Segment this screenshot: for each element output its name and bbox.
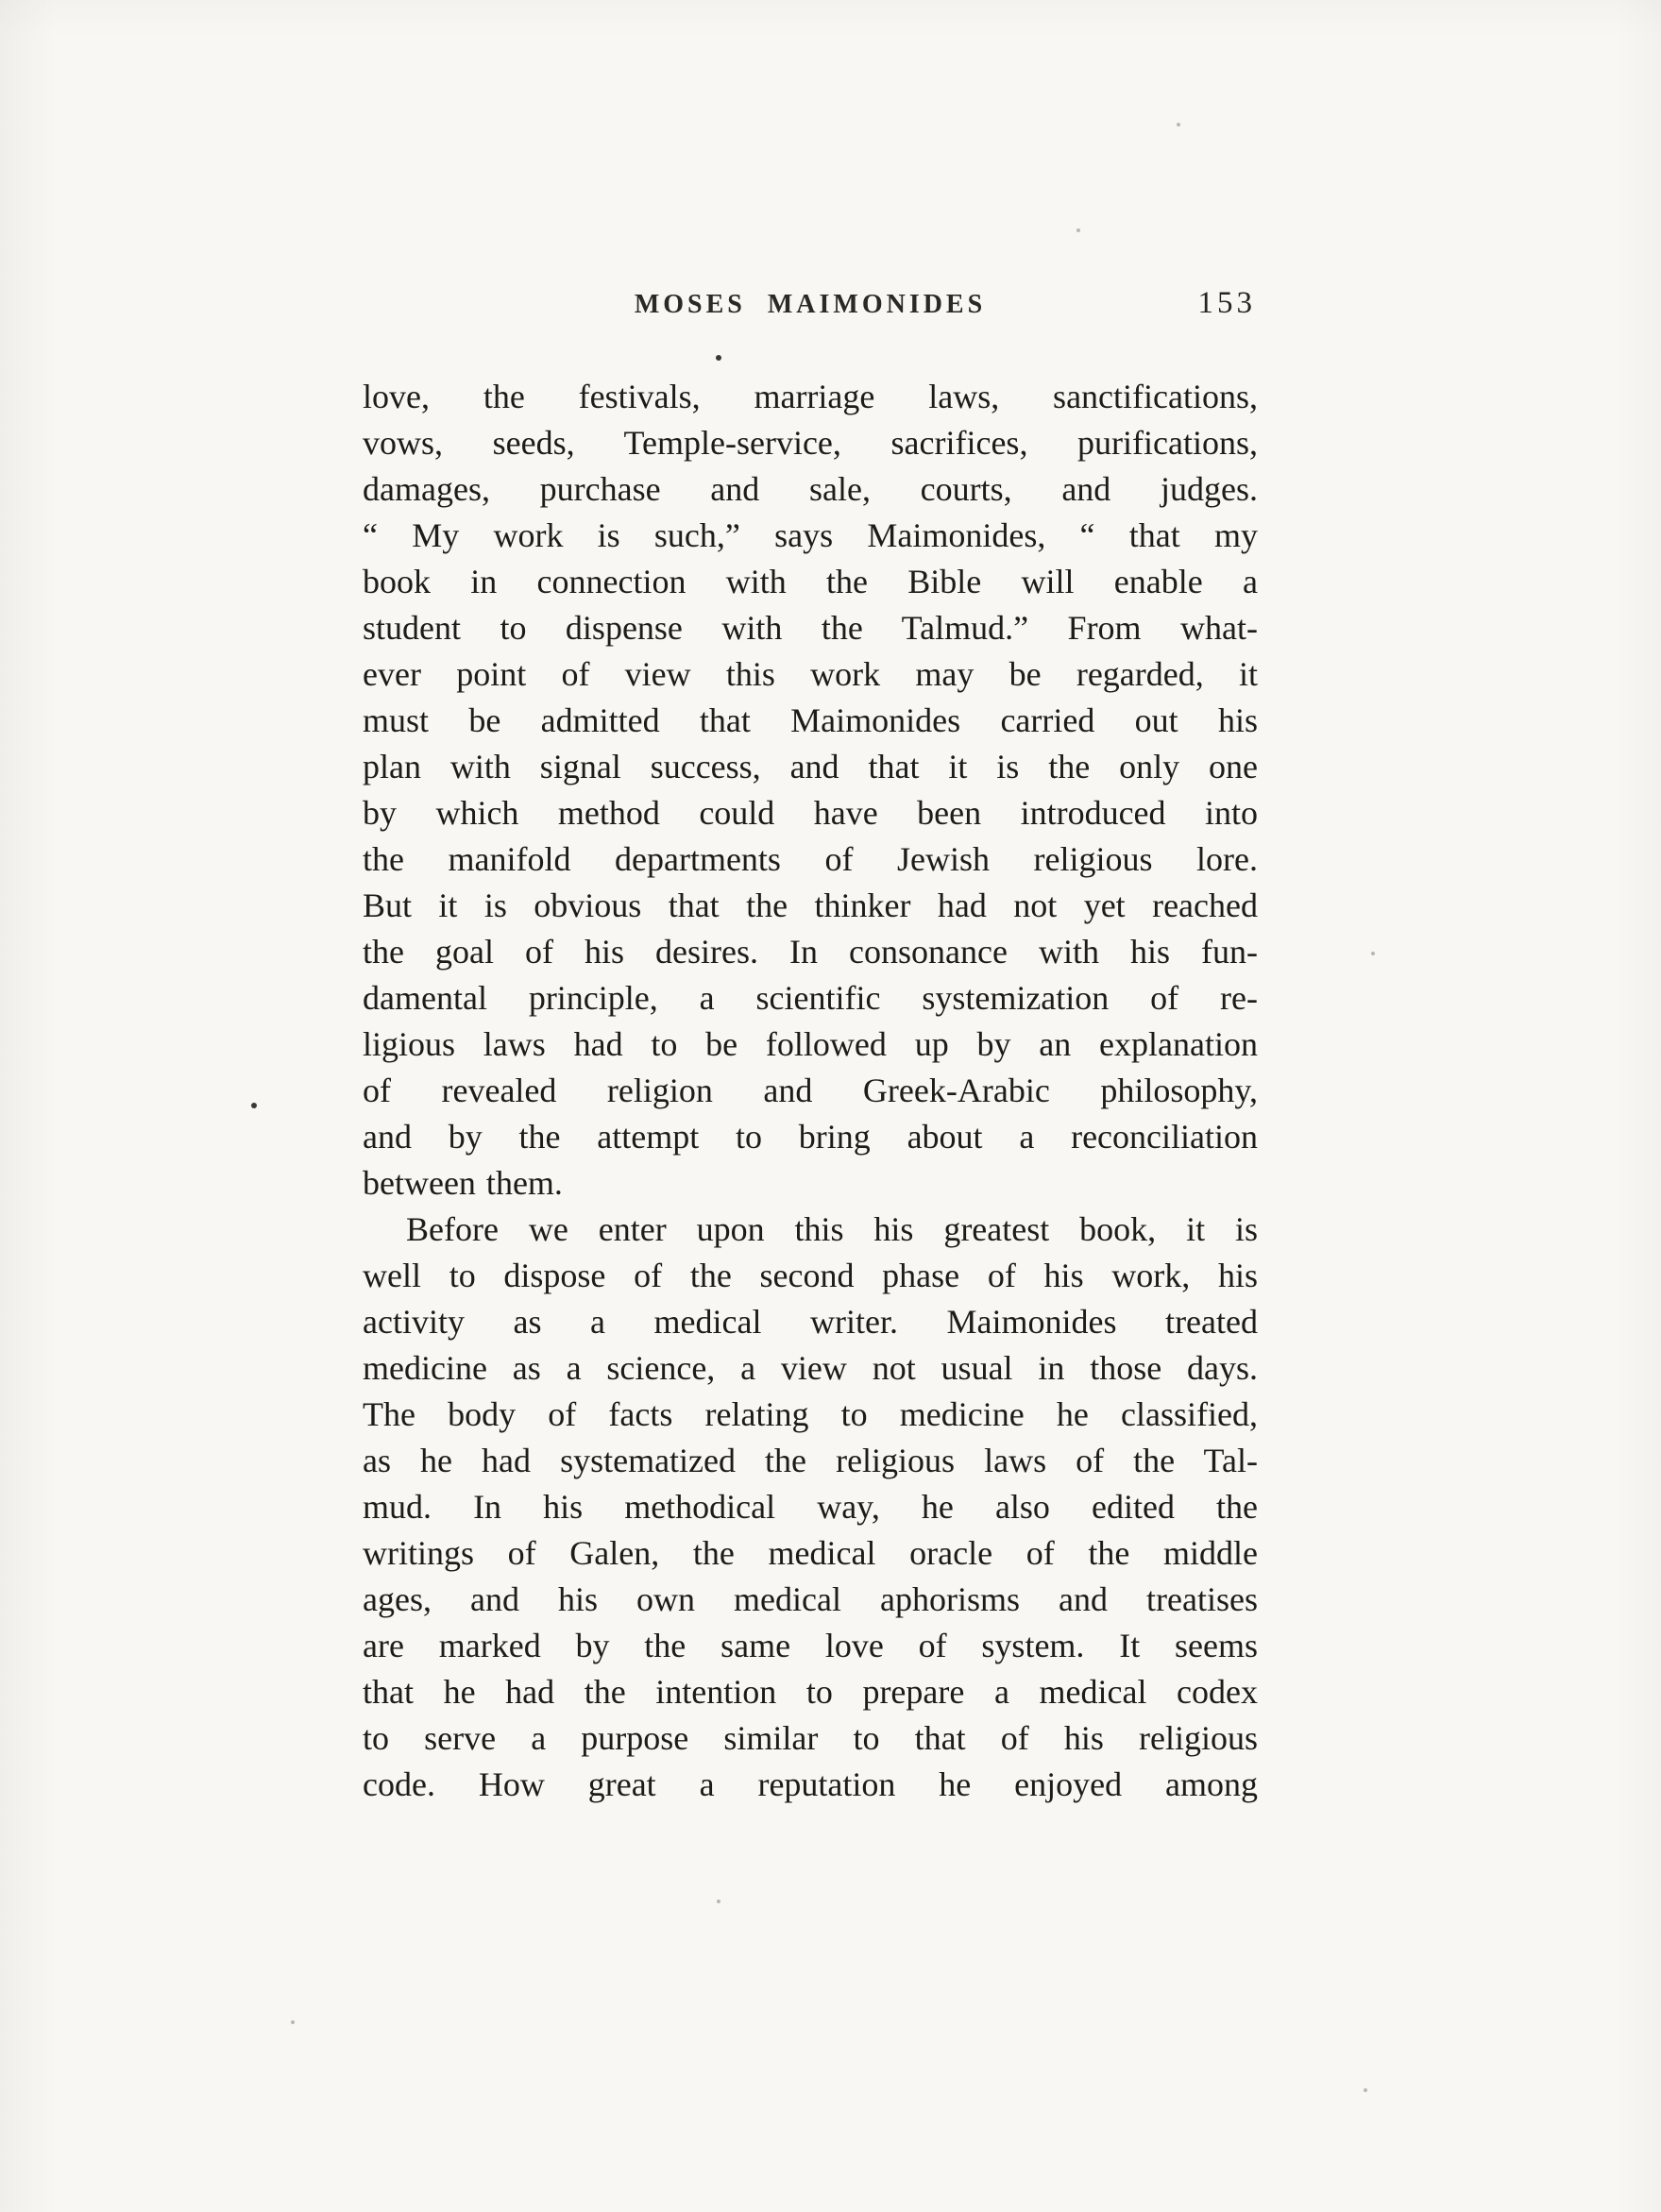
text-line: ligious laws had to be followed up by an explanation [363, 1025, 1258, 1063]
text-line: between them. [363, 1164, 563, 1202]
text-line: student to dispense with the Talmud.” From what- [363, 609, 1258, 647]
scan-speck [291, 2020, 295, 2024]
text-line: to serve a purpose similar to that of his religious [363, 1719, 1258, 1757]
paragraph [363, 1207, 1258, 1808]
scan-speck [716, 355, 721, 361]
text-line: the goal of his desires. In consonance with his fun- [363, 933, 1258, 971]
text-line: ever point of view this work may be regarded, it [363, 655, 1258, 693]
scan-speck [1177, 123, 1180, 127]
text-line: by which method could have been introduced into [363, 794, 1258, 832]
scan-speck [1371, 952, 1375, 955]
text-line: must be admitted that Maimonides carried out his [363, 701, 1258, 739]
text-line: of revealed religion and Greek-Arabic philosophy, [363, 1072, 1258, 1109]
running-header [363, 286, 1258, 329]
text-line: as he had systematized the religious laws of the Tal- [363, 1442, 1258, 1479]
text-line: code. How great a reputation he enjoyed among [363, 1765, 1258, 1803]
text-line: book in connection with the Bible will enable a [363, 563, 1258, 600]
text-line: Before we enter upon this his greatest book, it is [406, 1210, 1258, 1248]
text-line: the manifold departments of Jewish religious lore. [363, 840, 1258, 878]
text-line: But it is obvious that the thinker had not yet reached [363, 886, 1258, 924]
text-line: mud. In his methodical way, he also edited the [363, 1488, 1258, 1526]
scan-speck [1364, 2088, 1367, 2092]
text-line: damental principle, a scientific systemization of re- [363, 979, 1258, 1017]
page-header-title: MOSES MAIMONIDES [634, 290, 987, 319]
text-line: damages, purchase and sale, courts, and judges. [363, 470, 1258, 508]
text-line: activity as a medical writer. Maimonides treated [363, 1303, 1258, 1341]
page-number: 153 [1197, 286, 1256, 320]
text-line: and by the attempt to bring about a reconciliation [363, 1118, 1258, 1156]
text-line: love, the festivals, marriage laws, sanctifications, [363, 378, 1258, 415]
text-line: ages, and his own medical aphorisms and treatises [363, 1580, 1258, 1618]
text-line: The body of facts relating to medicine he classified, [363, 1395, 1258, 1433]
scan-speck [1076, 228, 1080, 232]
text-line: are marked by the same love of system. It seems [363, 1627, 1258, 1664]
scan-speck [717, 1900, 720, 1903]
text-line: vows, seeds, Temple-service, sacrifices, purifications, [363, 424, 1258, 462]
text-line: that he had the intention to prepare a medical codex [363, 1673, 1258, 1711]
text-line: writings of Galen, the medical oracle of the middle [363, 1534, 1258, 1572]
text-line: well to dispose of the second phase of his work, his [363, 1257, 1258, 1294]
text-line: plan with signal success, and that it is the only one [363, 748, 1258, 785]
scan-speck [251, 1103, 257, 1108]
paragraph [363, 374, 1258, 1207]
text-block [363, 374, 1258, 1808]
text-line: “ My work is such,” says Maimonides, “ that my [363, 516, 1258, 554]
text-line: medicine as a science, a view not usual in those days. [363, 1349, 1258, 1387]
